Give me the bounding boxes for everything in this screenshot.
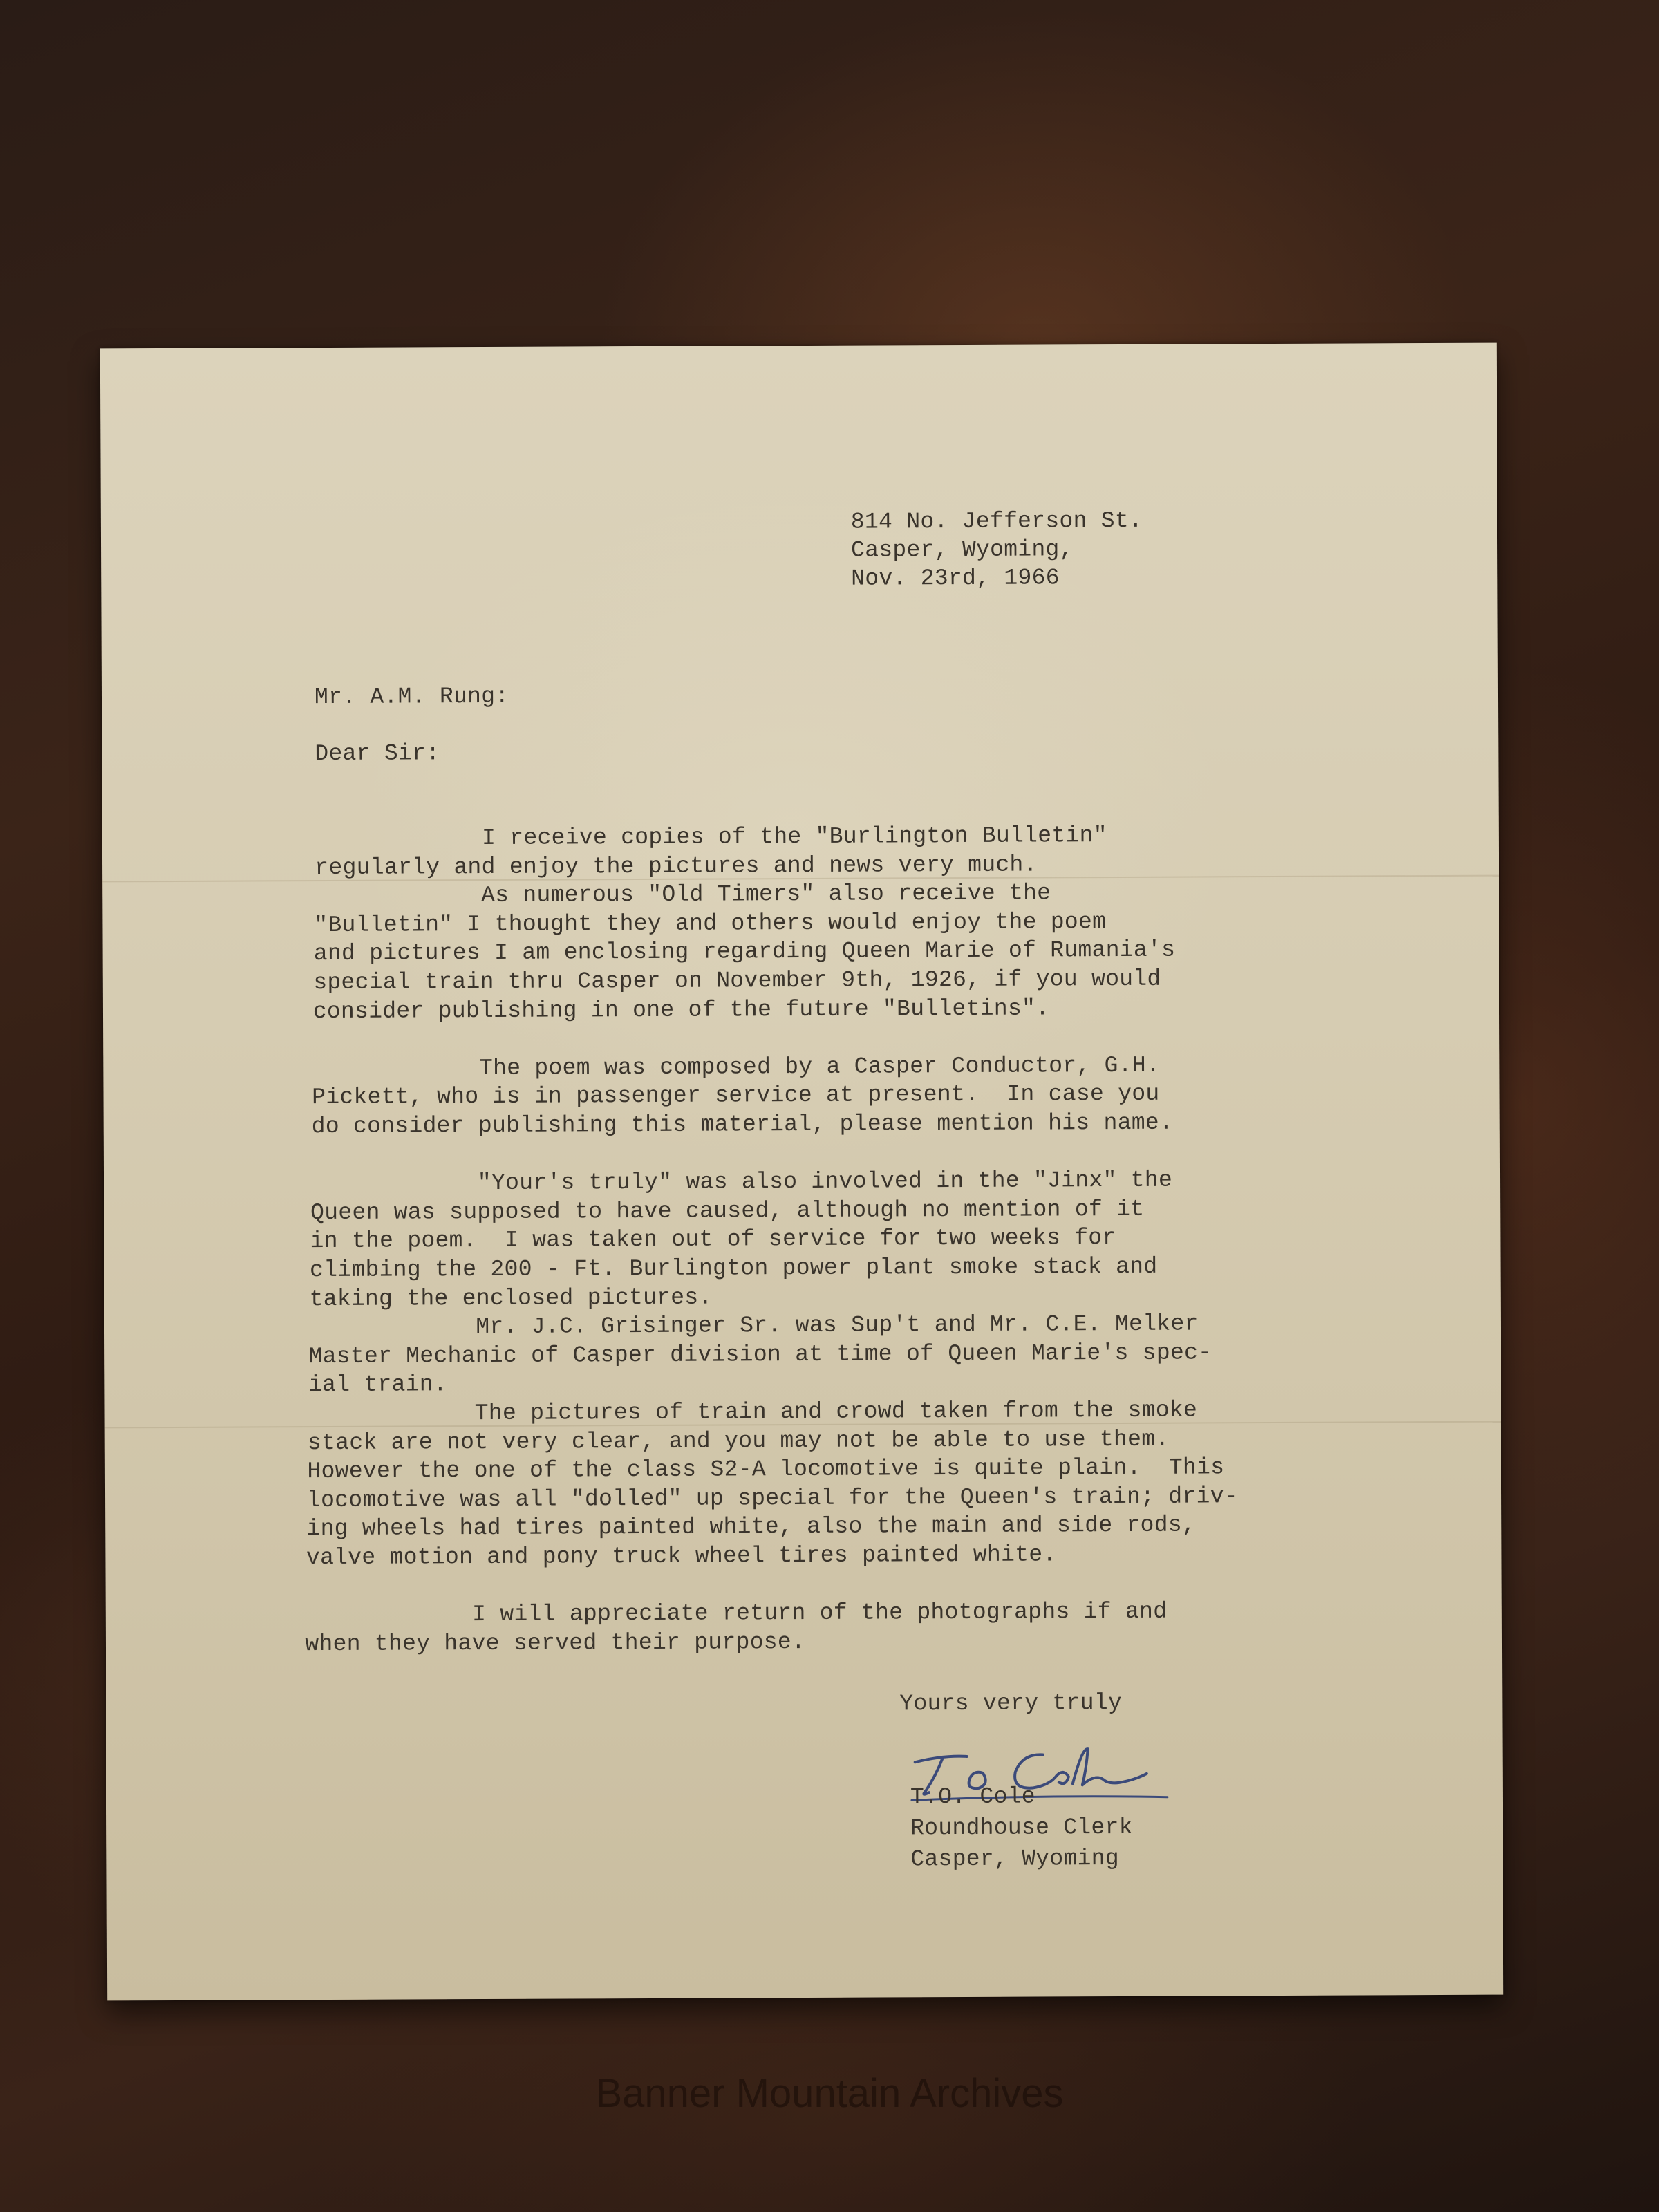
body-line: However the one of the class S2-A locomotive is quite plain. This [307, 1454, 1225, 1485]
body-line: when they have served their purpose. [305, 1629, 806, 1657]
body-line: regularly and enjoy the pictures and news very much. [315, 852, 1038, 881]
letter-date: Nov. 23rd, 1966 [851, 565, 1060, 592]
body-line: do consider publishing this material, please mention his name. [311, 1109, 1174, 1140]
body-line: I receive copies of the "Burlington Bulletin" [315, 823, 1107, 852]
body-line: climbing the 200 - Ft. Burlington power plant smoke stack and [310, 1253, 1158, 1284]
closing: Yours very truly [899, 1689, 1123, 1717]
body-line: Mr. J.C. Grisinger Sr. was Sup't and Mr. C.E. Melker [308, 1311, 1199, 1341]
body-line: The pictures of train and crowd taken from the smoke [308, 1397, 1198, 1427]
body-line: in the poem. I was taken out of service for two weeks for [310, 1225, 1116, 1255]
signer-title: Roundhouse Clerk [910, 1814, 1133, 1841]
sender-address-line: 814 No. Jefferson St. [850, 507, 1143, 535]
body-line: ial train. [308, 1371, 448, 1398]
body-line: "Bulletin" I thought they and others would enjoy the poem [314, 908, 1107, 938]
body-line: consider publishing in one of the future "Bulletins". [312, 995, 1050, 1024]
signer-name: T.O. Cole [910, 1783, 1035, 1810]
body-line: "Your's truly" was also involved in the "Jinx" the [310, 1167, 1173, 1197]
body-line: taking the enclosed pictures. [309, 1284, 713, 1312]
recipient-name: Mr. A.M. Rung: [314, 683, 509, 711]
letter-paper [100, 343, 1503, 2001]
body-line: Queen was supposed to have caused, although no mention of it [310, 1196, 1145, 1226]
body-line: special train thru Casper on November 9th, 1926, if you would [313, 966, 1161, 996]
sender-address-line: Casper, Wyoming, [850, 536, 1074, 563]
body-line: stack are not very clear, and you may not be able to use them. [307, 1426, 1170, 1456]
body-line: Master Mechanic of Casper division at time of Queen Marie's spec- [308, 1340, 1212, 1369]
body-line: and pictures I am enclosing regarding Queen Marie of Rumania's [313, 937, 1176, 967]
body-line: I will appreciate return of the photographs if and [305, 1598, 1168, 1629]
body-line: locomotive was all "dolled" up special for the Queen's train; driv- [306, 1483, 1238, 1513]
body-line: ing wheels had tires painted white, also the main and side rods, [306, 1512, 1197, 1542]
body-line: As numerous "Old Timers" also receive the [314, 880, 1051, 910]
signer-location: Casper, Wyoming [910, 1846, 1119, 1873]
body-line: Pickett, who is in passenger service at present. In case you [312, 1081, 1160, 1111]
watermark: Banner Mountain Archives [595, 2071, 1064, 2116]
salutation: Dear Sir: [315, 740, 440, 767]
body-line: valve motion and pony truck wheel tires painted white. [306, 1541, 1057, 1571]
body-line: The poem was composed by a Casper Conductor, G.H. [312, 1052, 1161, 1082]
